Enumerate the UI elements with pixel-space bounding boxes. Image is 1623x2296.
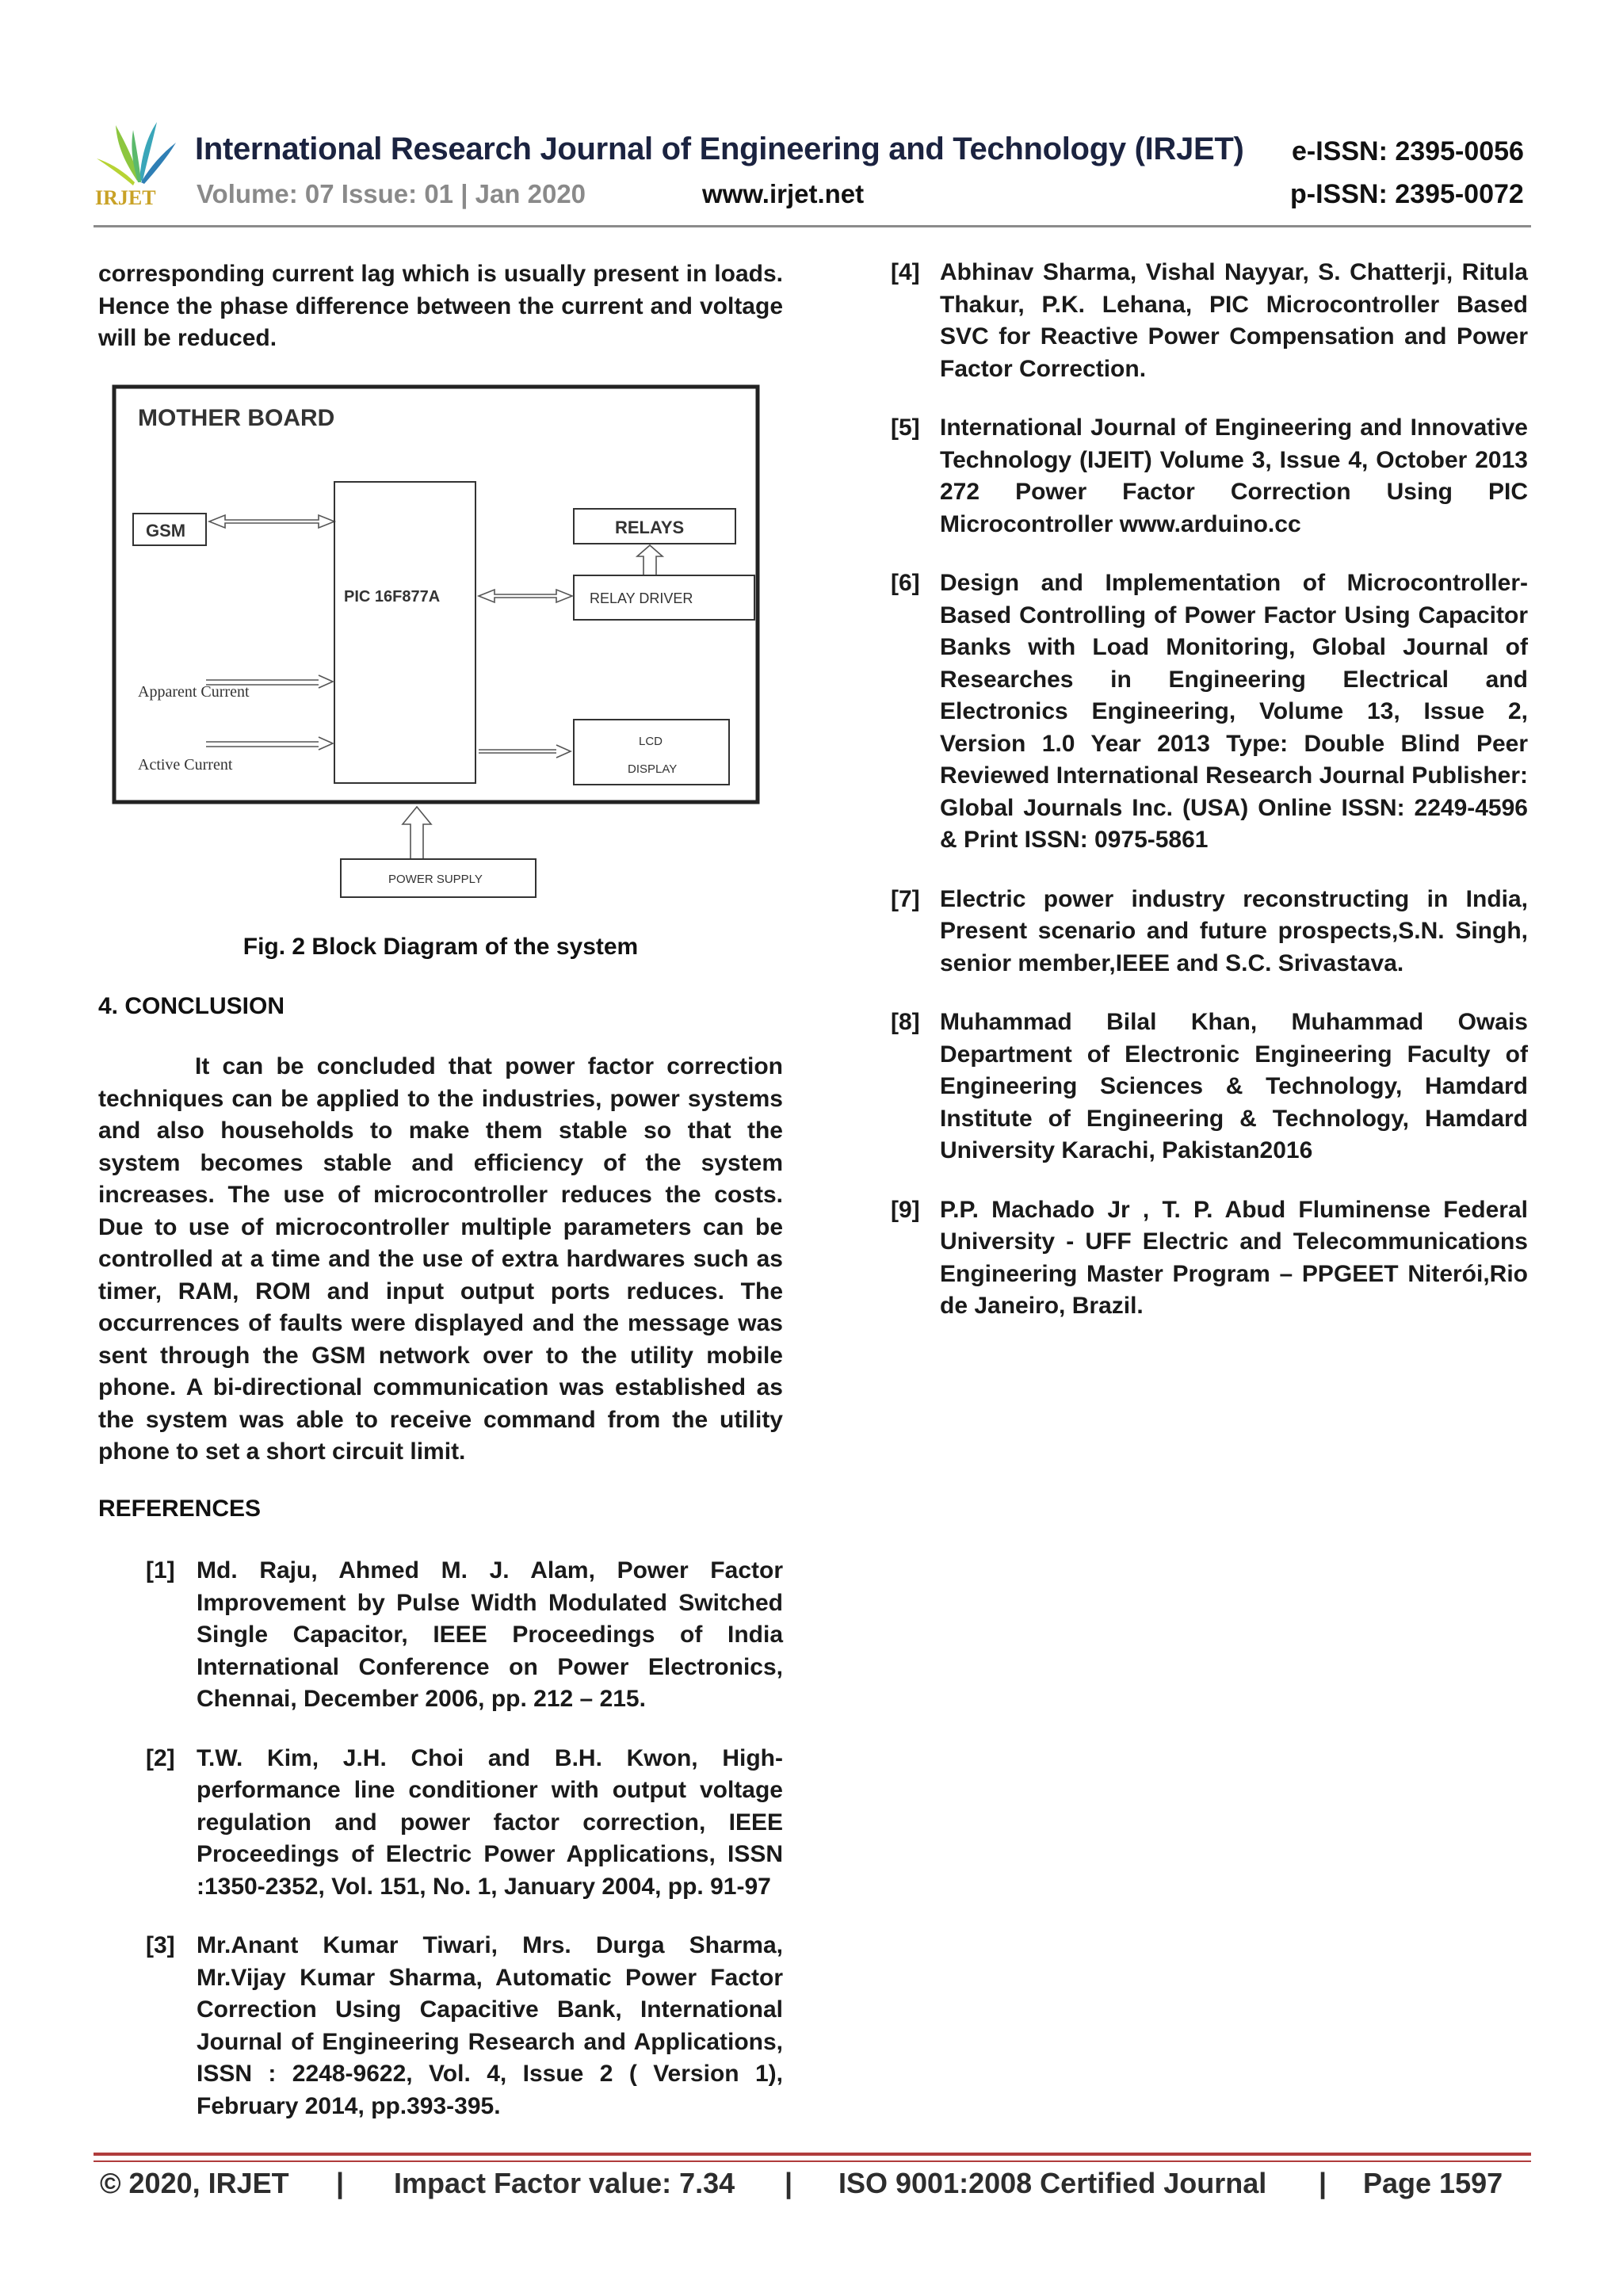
footer-copyright: © 2020, IRJET bbox=[100, 2167, 289, 2199]
power-supply-arrow bbox=[403, 807, 431, 859]
relays-label: RELAYS bbox=[615, 518, 685, 537]
p-issn: p-ISSN: 2395-0072 bbox=[1290, 179, 1524, 209]
reference-item bbox=[891, 567, 1528, 857]
page-number: Page 1597 bbox=[1363, 2167, 1503, 2199]
reference-text: Mr.Anant Kumar Tiwari, Mrs. Durga Sharma, Mr.Vijay Kumar Sharma, Automatic Power Factor Correction Using Capacitive Bank, International Journal of Engineering Research and Applications, ISSN : 2248-9622, Vol. 4, Issue 2 ( Version 1), February 2014, pp.393-395. bbox=[197, 1932, 783, 2119]
figure-caption: Fig. 2 Block Diagram of the system bbox=[242, 934, 639, 960]
pic-lcd-arrow bbox=[479, 745, 571, 758]
logo-leaves-icon bbox=[97, 122, 176, 185]
lcd-label: LCD bbox=[639, 735, 663, 748]
mother-board-label: MOTHER BOARD bbox=[138, 405, 335, 431]
logo-text: IRJET bbox=[95, 186, 156, 208]
journal-website[interactable]: www.irjet.net bbox=[702, 179, 865, 208]
reference-text: P.P. Machado Jr , T. P. Abud Fluminense Federal University - UFF Electric and Telecommunications Engineering Master Program – PPGEET Niterói,Rio de Janeiro, Brazil. bbox=[940, 1196, 1528, 1319]
reference-text: International Journal of Engineering and Innovative Technology (IJEIT) Volume 3, Issue 4, October 2013 272 Power Factor Correction Using PIC Microcontroller www.arduino.cc bbox=[940, 415, 1528, 537]
reference-item bbox=[146, 1555, 783, 1716]
references-heading: REFERENCES bbox=[98, 1496, 262, 1522]
journal-title: International Research Journal of Engineering and Technology (IRJET) bbox=[195, 132, 1244, 166]
reference-text: Design and Implementation of Microcontroller-Based Controlling of Power Factor Using Capacitor Banks with Load Monitoring, Global Journal of Researches in Engineering Electrical and Electronics Engineering, Volume 13, Issue 2, Version 1.0 Year 2013 Type: Double Blind Peer Reviewed International Research Journal Publisher: Global Journals Inc. (USA) Online ISSN: 2249-4596 & Print ISSN: 0975-5861 bbox=[940, 570, 1528, 853]
intro-text: corresponding current lag which is usually present in loads. Hence the phase difference between the current and voltage will be reduced. bbox=[98, 261, 783, 351]
reference-number: [2] bbox=[146, 1744, 175, 1771]
reference-number: [4] bbox=[891, 259, 920, 285]
reference-number: [3] bbox=[146, 1932, 175, 1958]
pic-driver-arrow bbox=[479, 590, 572, 602]
reference-item bbox=[146, 1930, 783, 2122]
reference-text: Md. Raju, Ahmed M. J. Alam, Power Factor Improvement by Pulse Width Modulated Switched Single Capacitor, IEEE Proceedings of India International Conference on Power Electronics, Chennai, December 2006, pp. 212 – 215. bbox=[197, 1557, 783, 1712]
display-label: DISPLAY bbox=[628, 762, 678, 776]
reference-item bbox=[891, 1007, 1528, 1167]
intro-paragraph bbox=[98, 258, 783, 355]
block-diagram bbox=[111, 380, 777, 904]
irjet-logo bbox=[94, 119, 181, 208]
reference-text: Abhinav Sharma, Vishal Nayyar, S. Chatterji, Ritula Thakur, P.K. Lehana, PIC Microcontroller Based SVC for Reactive Power Compensation and Power Factor Correction. bbox=[940, 259, 1528, 382]
reference-item bbox=[891, 884, 1528, 980]
reference-number: [5] bbox=[891, 415, 920, 441]
reference-text: Muhammad Bilal Khan, Muhammad Owais Department of Electronic Engineering Faculty of Engineering Sciences & Technology, Hamdard Institute of Engineering & Technology, Hamdard University Karachi, Pakistan2016 bbox=[940, 1009, 1528, 1163]
apparent-current-label: Apparent Current bbox=[138, 683, 250, 701]
reference-item bbox=[146, 1743, 783, 1904]
reference-item bbox=[891, 257, 1528, 385]
relay-driver-label: RELAY DRIVER bbox=[590, 590, 693, 606]
gsm-label: GSM bbox=[146, 521, 186, 541]
header-divider bbox=[94, 225, 1531, 227]
footer-rule-thin bbox=[94, 2160, 1531, 2162]
conclusion-text: It can be concluded that power factor correction techniques can be applied to the industries, power systems and also households to make them stable so that the system becomes stable and efficiency of the system increases. The use of microcontroller reduces the costs. Due to use of microcontroller multiple parameters can be controlled at a time and the use of extra hardwares such as timer, RAM, ROM and input output ports reduces. The occurrences of faults were displayed and the message was sent through the GSM network over to the utility mobile phone. A bi-directional communication was established as the system was able to receive command from the utility phone to set a short circuit limit. bbox=[98, 1053, 783, 1465]
reference-text: Electric power industry reconstructing in India, Present scenario and future prospects,S.N. Singh, senior member,IEEE and S.C. Srivastava. bbox=[940, 885, 1528, 976]
reference-number: [6] bbox=[891, 570, 920, 596]
conclusion-heading: 4. CONCLUSION bbox=[98, 993, 285, 1019]
gsm-pic-arrow bbox=[209, 515, 334, 528]
power-supply-label: POWER SUPPLY bbox=[388, 873, 483, 886]
reference-number: [8] bbox=[891, 1009, 920, 1035]
references-list-right bbox=[891, 257, 1528, 1323]
footer-separator: | bbox=[1319, 2167, 1327, 2199]
reference-number: [9] bbox=[891, 1196, 920, 1223]
pic-label: PIC 16F877A bbox=[344, 588, 441, 606]
footer-separator: | bbox=[785, 2167, 793, 2199]
pic-block bbox=[334, 482, 475, 783]
reference-number: [1] bbox=[146, 1557, 175, 1584]
conclusion-paragraph bbox=[98, 1051, 783, 1469]
reference-item bbox=[891, 412, 1528, 541]
footer-iso-certification: ISO 9001:2008 Certified Journal bbox=[838, 2167, 1267, 2199]
e-issn: e-ISSN: 2395-0056 bbox=[1292, 136, 1524, 166]
footer-separator: | bbox=[336, 2167, 345, 2199]
reference-text: T.W. Kim, J.H. Choi and B.H. Kwon, High-performance line conditioner with output voltage regulation and power factor correction, IEEE Proceedings of Electric Power Applications, ISSN :1350-2352, Vol. 151, No. 1, January 2004, pp. 91-97 bbox=[197, 1744, 783, 1900]
active-current-arrow bbox=[206, 737, 333, 750]
active-current-label: Active Current bbox=[138, 756, 233, 774]
references-list-left bbox=[146, 1555, 783, 2122]
driver-relays-arrow bbox=[637, 545, 663, 575]
footer-impact-factor: Impact Factor value: 7.34 bbox=[394, 2167, 735, 2199]
reference-number: [7] bbox=[891, 885, 920, 912]
reference-item bbox=[891, 1194, 1528, 1323]
volume-issue: Volume: 07 Issue: 01 | Jan 2020 bbox=[197, 179, 586, 208]
footer-rule-thick bbox=[94, 2153, 1531, 2156]
